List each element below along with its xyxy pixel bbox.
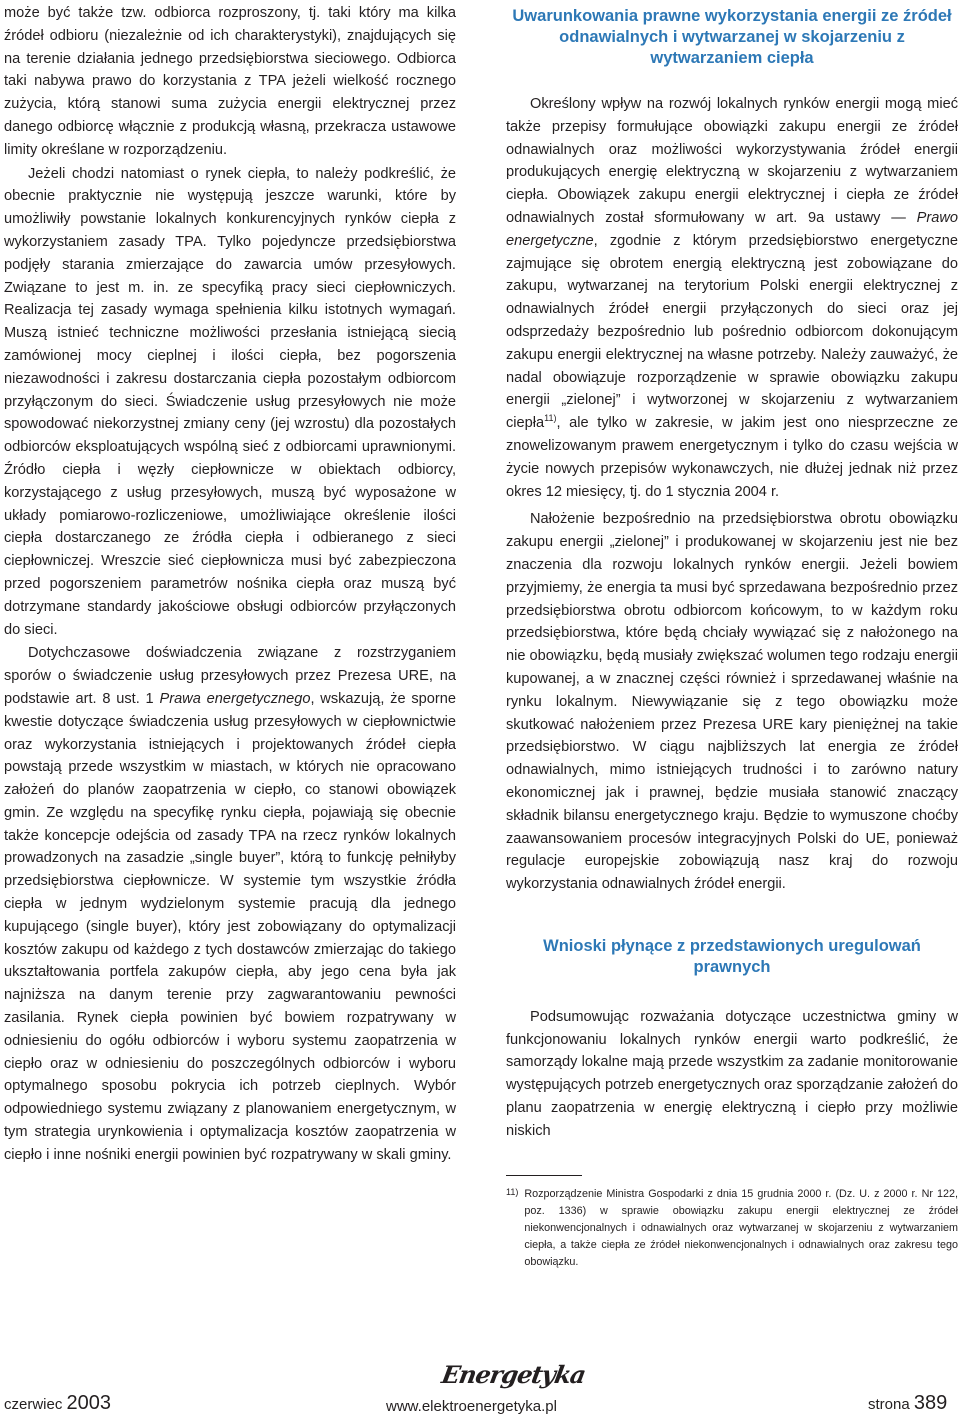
paragraph-text: Określony wpływ na rozwój lokalnych rynków energii mogą mieć także przepisy formułujące obowiązki zakupu energii ze źródeł odnawialnych oraz możliwości wykorzystywania źródeł energii produkujących energię elektryczną w skojarzeniu z wytwarzaniem ciepła. Obowiązek zakupu energii elektrycznej i ciepła ze źródeł odnawialnych został sformułowany w art. 9a ustawy — <box>506 96 958 226</box>
body-paragraph: Jeżeli chodzi natomiast o rynek ciepła, to należy podkreślić, że obecnie praktycznie nie występują jeszcze warunki, które by umożliwiły powstanie lokalnych konkurencyjnych rynków ciepła z wykorzystaniem zasady TPA. Tylko pojedyncze przedsiębiorstwa podjęły starania zmierzające do zawarcia umów przesyłowych. Związane to jest m. in. ze specyfiką pracy sieci ciepłowniczych. Realizacja tej zasady wymaga spełnienia kilku istotnych wymagań. Muszą istnieć techniczne możliwości przesłania istniejącą siecią zamówionej mocy cieplnej i ilości ciepła, bez pogorszenia niezawodności i zakresu dostarczania ciepła pozostałym odbiorcom przyłączonym do sieci. Świadczenie usług przesyłowych nie może spowodować niekorzystnej zmiany ceny (jej wzrostu) dla pozostałych odbiorców eksploatujących wspólną sieć z odbiorcami uprawnionymi. Źródło ciepła i węzły ciepłownicze w obiektach odbiorcy, korzystającego z usług przesyłowych, muszą być wyposażone w układy pomiarowo-rozliczeniowe, umożliwiające określenie ilości ciepła dostarczanego ze źródła ciepła i odbieranego z sieci ciepłowniczej. Wreszcie sieć ciepłownicza musi być zabezpieczona przed pogorszeniem parametrów nośnika ciepła oraz muszą być dotrzymane standardy jakościowe obsługi odbiorców przyłączonych do sieci. <box>4 165 456 638</box>
paragraph-text: , zgodnie z którym przedsiębiorstwo energetyczne zajmujące się obrotem energią elektryczną jest zobowiązane do zakupu, wytwarzanej na terytorium Polski energii elektrycznej z odnawialnych źródeł energii przyłączonych do sieci oraz jej odsprzedaży bezpośrednio lub pośrednio odbiorcom dokonującym zakupu energii elektrycznej na własne potrzeby. Należy zauważyć, że nadal obowiązuje rozporządzenie w sprawie obowiązku zakupu energii „zielonej” i wytworzonej w skojarzeniu z wytwarzaniem ciepła <box>506 232 958 432</box>
issue-year: 2003 <box>66 1392 112 1414</box>
footnote-text: Rozporządzenie Ministra Gospodarki z dnia 15 grudnia 2000 r. (Dz. U. z 2000 r. Nr 122, poz. 1336) w sprawie obowiązku zakupu energii elektrycznej ze źródeł niekonwencjonalnych i odnawialnych oraz wytwarzanej w skojarzeniu z wytwarzaniem ciepła, a także ciepła ze źródeł niekonwencjonalnych i odnawialnych oraz zakresu tego obowiązku. <box>524 1187 958 1268</box>
issue-month: czerwiec <box>4 1396 63 1413</box>
paragraph-text: , wskazują, że sporne kwestie dotyczące świadczenia usług przesyłowych w ciepłownictwie oraz wykorzystania istniejących i projektowanych źródeł ciepła powstają przede wszystkim w miastach, w których nie opracowano założeń do planów zaopatrzenia w ciepło, co stanowi obowiązek gmin. Ze względu na specyfikę rynku ciepła, pojawiają się obecnie także koncepcje odejścia od zasady TPA na rzecz rynków lokalnych prowadzonych na zasadzie „single buyer”, którą to funkcję pełniłyby przedsiębiorstwa ciepłownicze. W systemie tym wszystkie źródła ciepła w jednym wydzielonym systemie pracują dla jednego kupującego (single buyer), który jest zobowiązany do optymalizacji kosztów zakupu od każdego z tych dostawców zmierzając do takiego ukształtowania portfela zakupów ciepła, aby jego cena była jak najniższa na danym terenie przy zagwarantowaniu pewności zasilania. Rynek ciepła powinien być bowiem rozpatrywany w odniesieniu do ogółu odbiorców i wyboru systemu zaopatrzenia w ciepło oraz w odniesieniu do poszczególnych odbiorców i wyboru optymalnego sposobu pokrycia ich potrzeb cieplnych. Wybór odpowiedniego systemu związany z planowaniem energetycznym, w tym strategia urynkowienia i optymalizacja kosztów zaopatrzenia w ciepło i inne nośniki energii powinien być rozpatrywany w skali gminy. <box>4 690 456 1163</box>
website-link[interactable]: www.elektroenergetyka.pl <box>386 1398 557 1415</box>
italic-act-title: Prawa energetycznego <box>159 690 311 707</box>
left-column <box>4 2 456 1167</box>
footnote-mark: 11) <box>506 1186 519 1197</box>
page-footer <box>0 1356 960 1416</box>
page-number <box>868 1392 947 1415</box>
body-paragraph <box>506 93 958 503</box>
footnote-divider <box>506 1175 582 1176</box>
magazine-logo: Energetyka <box>439 1360 588 1389</box>
page-number-value: 389 <box>913 1392 948 1414</box>
body-paragraph: Podsumowując rozważania dotyczące uczestnictwa gminy w funkcjonowaniu lokalnych rynków energii warto podkreślić, że samorządy lokalne mają przede wszystkim za zadanie monitorowanie występujących potrzeb energetycznych oraz sporządzanie założeń do planu zaopatrzenia w energię elektryczną i ciepło przy możliwie niskich <box>506 1008 958 1139</box>
page-label: strona <box>868 1396 910 1413</box>
footnote <box>506 1186 958 1271</box>
body-paragraph: Nałożenie bezpośrednio na przedsiębiorstwa obrotu obowiązku zakupu energii „zielonej” i produkowanej w skojarzeniu jest nie bez znaczenia dla rozwoju lokalnych rynków energii. Jeżeli bowiem przyjmiemy, że energia ta musi być sprzedawana bezpośrednio przez przedsiębiorstwa obrotu odbiorcom końcowym, to w każdym roku przedsiębiorstwa, które będą chciały wywiązać się z nałożonego na nie obowiązku, będą musiały zwiększać wolumen tego rodzaju energii kupowanej, a w znacznej części również i sprzedawanej właśnie na rynku lokalnym. Niewywiązanie się z tego obowiązku może skutkować nałożeniem przez Prezesa URE kary pieniężnej na takie przedsiębiorstwo. W ciągu najbliższych lat energia ze źródeł odnawialnych, mimo istniejących trudności i to zarówno natury ekonomicznej jak i prawnej, będzie musiała stanowić znaczący składnik bilansu energetycznego kraju. Będzie to wymuszone choćby zaawansowaniem procesów integracyjnych Polski do UE, ponieważ regulacje europejskie zobowiązują nasz kraj do rozwoju wykorzystania odnawialnych źródeł energii. <box>506 511 958 893</box>
footnote-reference[interactable]: 11) <box>544 413 557 424</box>
body-paragraph <box>4 642 456 1166</box>
paragraph-text: , ale tylko w zakresie, w jakim jest ono niesprzeczne ze znowelizowanym prawem energetycznym i tylko do czasu wejścia w życie nowych przepisów wykonawczych, nie dłużej jednak niż przez okres 12 miesięcy, tj. do 1 stycznia 2004 r. <box>506 415 958 500</box>
paragraph-text: Dotychczasowe doświadczenia związane z rozstrzyganiem sporów o świadczenie usług przesyłowych przez Prezesa URE, na podstawie art. 8 ust. 1 <box>4 645 456 707</box>
italic-act-title: Prawo energetyczne <box>506 209 958 249</box>
section-heading: Wnioski płynące z przedstawionych uregulowań prawnych <box>543 936 921 976</box>
right-column <box>506 2 958 1271</box>
section-heading: Uwarunkowania prawne wykorzystania energii ze źródeł odnawialnych i wytwarzanej w skojarzeniu z wytwarzaniem ciepła <box>512 7 952 67</box>
body-paragraph: może być także tzw. odbiorca rozproszony, tj. taki który ma kilka źródeł odbioru (niezależnie od ich charakterystyki), znajdujących się na terenie działania jednego przedsiębiorstwa sieciowego. Odbiorca taki nabywa prawo do korzystania z TPA jeżeli wielkość rocznego zużycia, którą stanowi suma zużycia energii elektrycznej przez danego odbiorcę włącznie z produkcją własną, przekracza ustawowe limity określane w rozporządzeniu. <box>4 5 456 158</box>
issue-date <box>4 1392 111 1415</box>
